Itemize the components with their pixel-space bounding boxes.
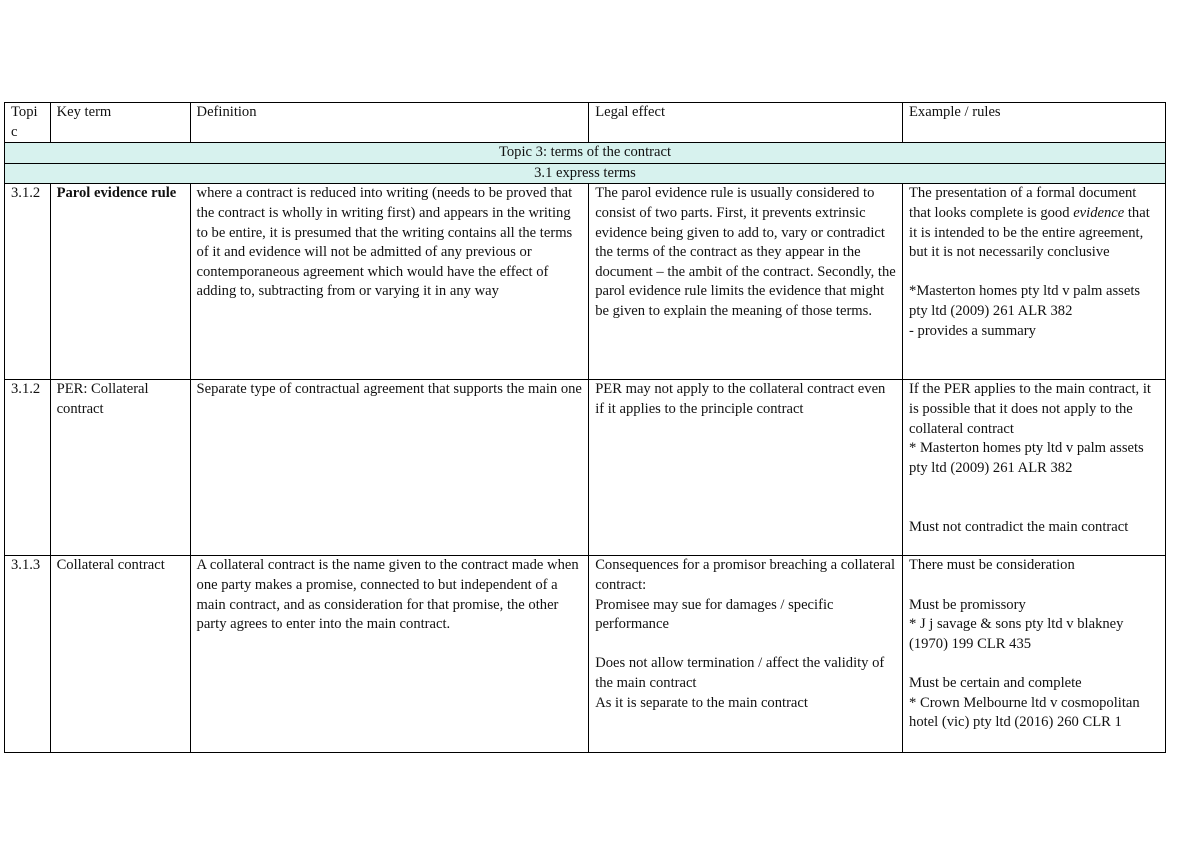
examples-emphasis: evidence — [1073, 204, 1125, 221]
subsection-row — [5, 163, 1166, 184]
examples-text: The presentation of a formal document that looks complete is good — [909, 185, 1137, 221]
header-legal-effect: Legal effect — [589, 103, 903, 143]
subsection-title: 3.1 express terms — [5, 163, 1166, 184]
header-key-term: Key term — [50, 103, 190, 143]
topic-cell: 3.1.3 — [5, 556, 51, 753]
section-row — [5, 143, 1166, 164]
key-term-cell: Parol evidence rule — [50, 184, 190, 380]
legal-effect-cell: PER may not apply to the collateral contract even if it applies to the principle contract — [589, 380, 903, 556]
section-title: Topic 3: terms of the contract — [5, 143, 1166, 164]
header-topic: Topic — [5, 103, 51, 143]
key-term-cell: PER: Collateral contract — [50, 380, 190, 556]
topic-cell: 3.1.2 — [5, 380, 51, 556]
legal-effect-cell: Consequences for a promisor breaching a collateral contract: Promisee may sue for damages / specific performance Does not allow termination / affect the validity of the main contract As it is separate to the main contract — [589, 556, 903, 753]
table-row — [5, 556, 1166, 753]
definition-cell: A collateral contract is the name given to the contract made when one party makes a promise, connected to but independent of a main contract, and as consideration for that promise, the other party agrees to enter into the main contract. — [190, 556, 589, 753]
study-notes-table — [4, 102, 1166, 753]
key-term-cell: Collateral contract — [50, 556, 190, 753]
topic-cell: 3.1.2 — [5, 184, 51, 380]
header-row — [5, 103, 1166, 143]
header-definition: Definition — [190, 103, 589, 143]
examples-cell — [903, 184, 1166, 380]
examples-text-continued: that it is intended to be the entire agreement, but it is not necessarily conclusive *Masterton homes pty ltd v palm assets pty ltd (2009) 261 ALR 382 - provides a summary — [909, 204, 1150, 339]
definition-cell: Separate type of contractual agreement that supports the main one — [190, 380, 589, 556]
header-examples: Example / rules — [903, 103, 1166, 143]
examples-cell: If the PER applies to the main contract, it is possible that it does not apply to the collateral contract * Masterton homes pty ltd v palm assets pty ltd (2009) 261 ALR 382 Must not contradict the main contract — [903, 380, 1166, 556]
legal-effect-cell: The parol evidence rule is usually considered to consist of two parts. First, it prevents extrinsic evidence being given to add to, vary or contradict the terms of the contract as they appear in the document – the ambit of the contract. Secondly, the parol evidence rule limits the evidence that might be given to explain the meaning of those terms. — [589, 184, 903, 380]
table-row — [5, 184, 1166, 380]
table-row — [5, 380, 1166, 556]
examples-cell: There must be consideration Must be promissory * J j savage & sons pty ltd v blakney (1970) 199 CLR 435 Must be certain and complete * Crown Melbourne ltd v cosmopolitan hotel (vic) pty ltd (2016) 260 CLR 1 — [903, 556, 1166, 753]
definition-cell: where a contract is reduced into writing (needs to be proved that the contract is wholly in writing first) and appears in the writing to be entire, it is presumed that the writing contains all the terms of it and evidence will not be admitted of any previous or contemporaneous agreement which would have the effect of adding to, subtracting from or varying it in any way — [190, 184, 589, 380]
